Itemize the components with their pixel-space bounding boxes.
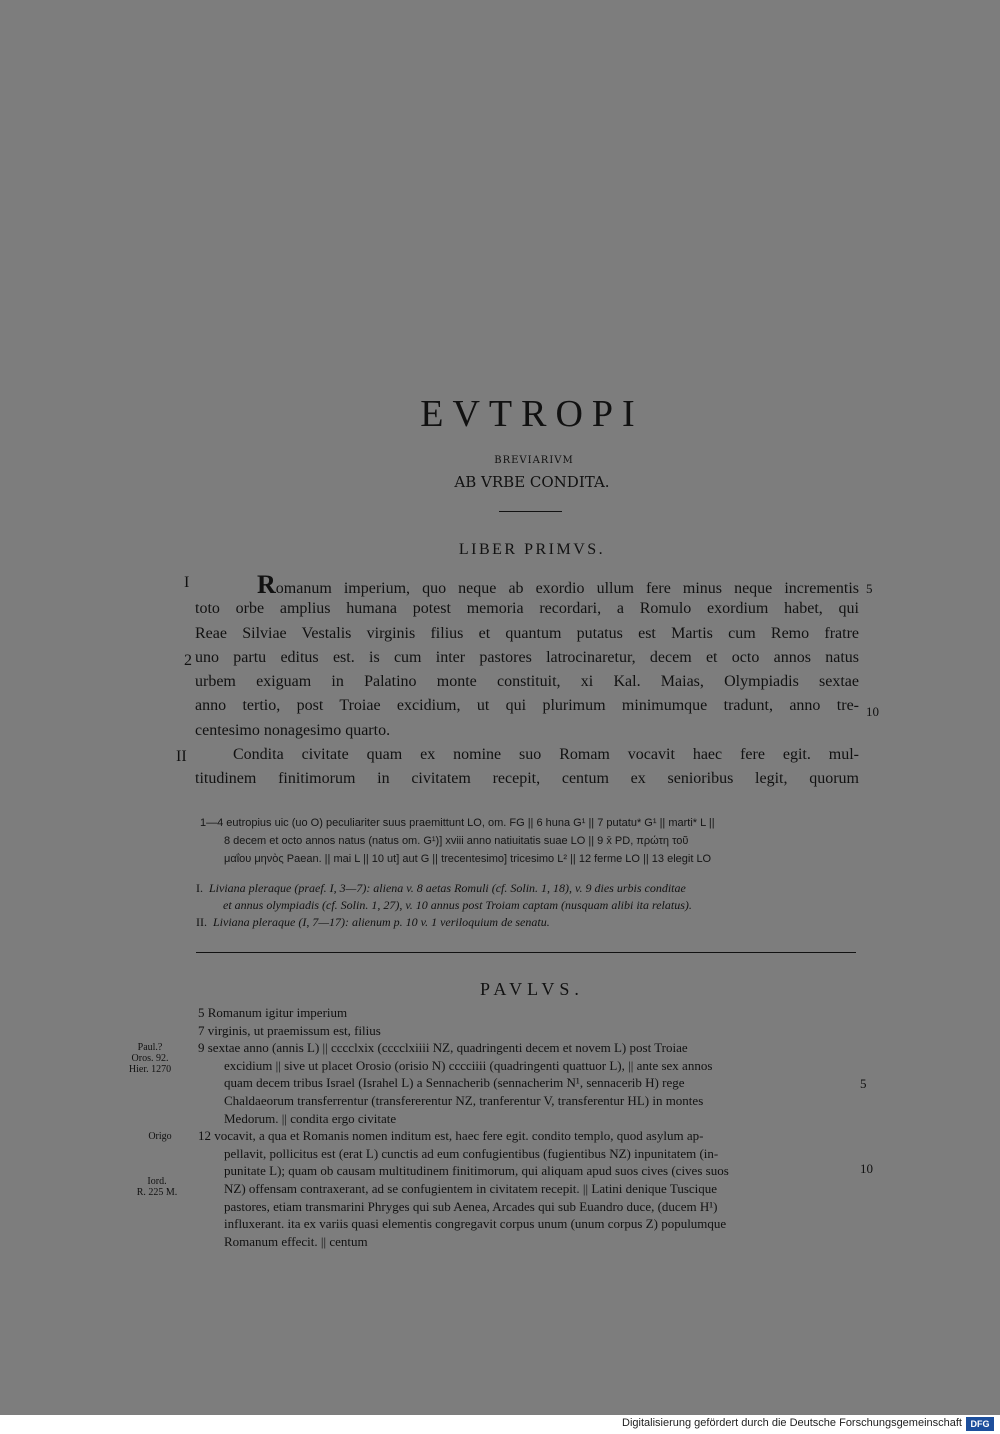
- paulus-heading: PAVLVS.: [480, 979, 584, 999]
- main-line-1: Romanum imperium, quo neque ab exordio ullum fere minus neque incrementis: [257, 570, 859, 599]
- dfg-logo-icon[interactable]: DFG: [966, 1417, 994, 1431]
- drop-cap: R: [257, 570, 276, 599]
- main-line-5: urbem exiguam in Palatino monte constituit, xi Kal. Maias, Olympiadis sextae: [195, 673, 859, 691]
- paulus-line-10: punitate L); quam ob causam multitudinem finitimorum, qui aliquam apud suos cives (cives suos: [224, 1163, 729, 1179]
- main-line-9: titudinem finitimorum in civitatem recepit, centum ex senioribus legit, quorum: [195, 770, 859, 788]
- apparatus-line-3: μαΐου μηνὸς Paean. || mai L || 10 ut] aut G || trecentesimo] tricesimo L² || 12 ferme LO || 13 elegit LO: [224, 853, 712, 865]
- paulus-line-8: 12 vocavit, a qua et Romanis nomen inditum est, haec fere egit. condito templo, quod asylum ap-: [198, 1128, 704, 1144]
- paulus-side-ref-origo: Origo: [148, 1131, 172, 1142]
- subtitle-small: BREVIARIVM: [494, 455, 574, 466]
- footer-bar: [0, 1415, 1000, 1434]
- main-line-8: Condita civitate quam ex nomine suo Romam vocavit haec fere egit. mul-: [233, 746, 859, 764]
- book-title: EVTROPI: [420, 393, 644, 435]
- main-line-6: anno tertio, post Troiae excidium, ut qui plurimum minimumque tradunt, anno tre-: [195, 697, 859, 715]
- paulus-line-7: Medorum. || condita ergo civitate: [224, 1110, 397, 1126]
- paulus-line-14: Romanum effecit. || centum: [224, 1233, 368, 1249]
- section-label-2: 2: [184, 652, 192, 669]
- paulus-line-12: pastores, etiam transmarini Phryges qui sub Aenea, Arcades qui sub Euandro duce, (ducem H¹): [224, 1198, 718, 1214]
- liber-heading: LIBER PRIMVS.: [458, 541, 606, 558]
- paulus-line-5: quam decem tribus Israel (Israhel L) a Sennacherib (sennacherim N¹, sennacerib H) rege: [224, 1075, 685, 1091]
- section-divider: [196, 952, 856, 953]
- paulus-side-ref-iord: Iord. R. 225 M.: [136, 1176, 178, 1198]
- main-line-3: Reae Silviae Vestalis virginis filius et quantum putatus est Martis cum Remo fratre: [195, 624, 859, 642]
- footer-credit: Digitalisierung gefördert durch die Deutsche Forschungsgemeinschaft: [622, 1417, 962, 1429]
- paulus-line-9: pellavit, pollicitus est (erat L) cunctis ad eum confugientibus (fugientibus NZ) inpunitatem (in-: [224, 1145, 719, 1161]
- paulus-line-13: influxerant. ita ex variis quasi elementis congregavit corpus unum (unum corpus Z) populumque: [224, 1216, 727, 1232]
- apparatus-line-2: 8 decem et octo annos natus (natus om. G¹)] xviii anno natiuitatis suae LO || 9 x̄ PD, πρώτη τοῦ: [224, 835, 689, 847]
- title-rule: [499, 511, 562, 512]
- line-number-5: 5: [866, 581, 873, 596]
- critical-apparatus: [200, 814, 860, 868]
- section-label-1: I: [184, 574, 190, 591]
- apparatus-line-1: 1—4 eutropius uic (uo O) peculiariter suus praemittunt LO, om. FG || 6 huna G¹ || 7 putatu* G¹ || marti* L ||: [200, 817, 715, 829]
- paulus-line-2: 7 virginis, ut praemissum est, filius: [198, 1022, 381, 1038]
- paulus-line-number-10: 10: [860, 1161, 873, 1176]
- main-line-2: toto orbe amplius humana potest memoria recordari, a Romulo exordium habet, qui: [195, 600, 859, 618]
- subtitle: AB VRBE CONDITA.: [454, 473, 610, 491]
- section-label-3: II: [176, 748, 187, 765]
- main-text: [195, 570, 859, 792]
- paulus-side-ref-1: Paul.? Oros. 92. Hier. 1270: [128, 1042, 172, 1075]
- paulus-line-11: NZ) offensam contraxerant, ad se confugientem in civitatem recepit. || Latini denique Tuscique: [224, 1180, 718, 1196]
- source-line-3: II. Liviana pleraque (I, 7—17): alienum p. 10 v. 1 veriloquium de senatu.: [196, 915, 550, 929]
- paulus-line-6: Chaldaeorum transferrentur (transfererentur NZ, tranferentur V, transferentur HL) in montes: [224, 1092, 704, 1108]
- paulus-line-1: 5 Romanum igitur imperium: [198, 1005, 348, 1020]
- paulus-line-4: excidium || sive ut placet Orosio (orisio N) cccciiii (quadringenti quattuor L), || ante sex annos: [224, 1057, 713, 1073]
- paulus-line-number-5: 5: [860, 1076, 867, 1091]
- source-line-2: et annus olympiadis (cf. Solin. 1, 27), v. 10 annus post Troiam captam (nusquam alibi ita relatus).: [223, 898, 692, 912]
- paulus-text: [198, 1004, 854, 1250]
- main-line-7: centesimo nonagesimo quarto.: [195, 721, 391, 739]
- line-number-10: 10: [866, 704, 879, 719]
- paulus-line-3: 9 sextae anno (annis L) || cccclxix (cccclxiiii NZ, quadringenti decem et novem L) post Troiae: [198, 1040, 688, 1056]
- main-line-4: uno partu editus est. is cum inter pastores latrocinaretur, decem et octo annos natus: [195, 648, 859, 666]
- source-notes: [196, 880, 860, 931]
- source-line-1: I. Liviana pleraque (praef. I, 3—7): aliena v. 8 aetas Romuli (cf. Solin. 1, 18), v. 9 dies urbis conditae: [196, 881, 686, 895]
